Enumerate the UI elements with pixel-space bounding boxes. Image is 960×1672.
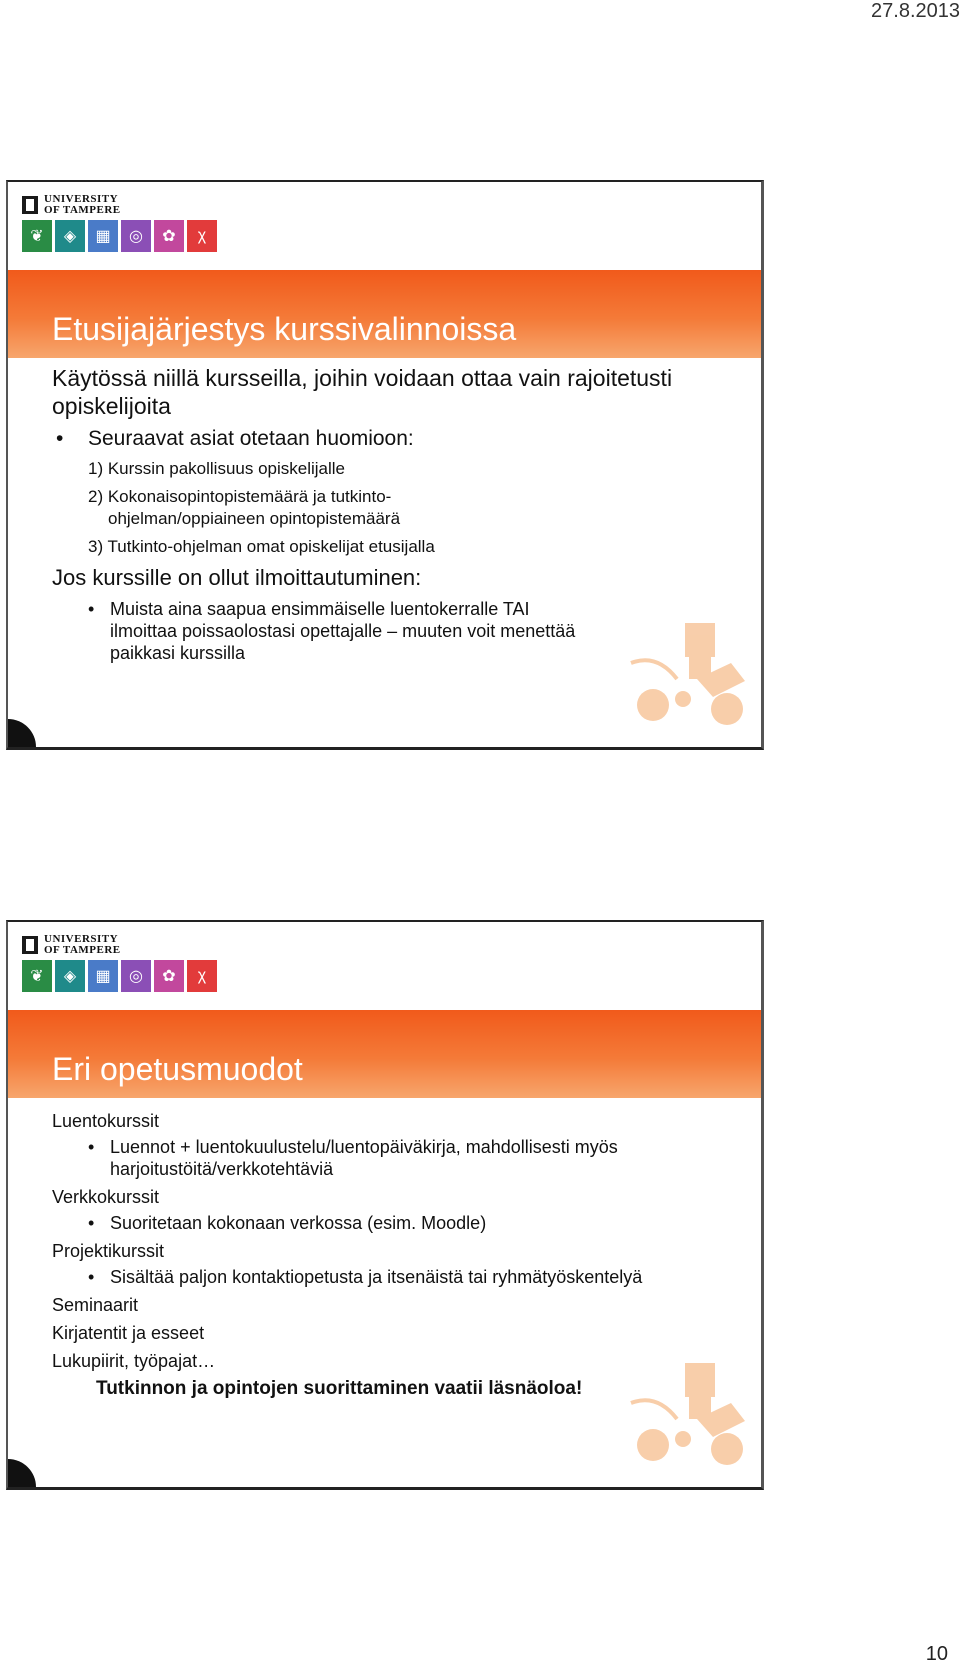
section-heading: Luentokurssit bbox=[52, 1111, 160, 1131]
page-number: 10 bbox=[925, 1643, 948, 1665]
logo-line-1: UNIVERSITY bbox=[44, 193, 119, 205]
decorative-motif-icon bbox=[627, 1363, 747, 1473]
molecule-icon: ✿ bbox=[154, 220, 184, 252]
brand-tiles bbox=[22, 960, 217, 992]
chi-icon: χ bbox=[187, 220, 217, 252]
university-logo-mark-icon bbox=[22, 936, 38, 954]
slide-title: Etusijajärjestys kurssivalinnoissa bbox=[52, 311, 517, 347]
molecule-icon: ✿ bbox=[154, 960, 184, 992]
title-band bbox=[8, 1010, 761, 1098]
logo-line-2: OF TAMPERE bbox=[44, 204, 121, 216]
extra-item: Kirjatentit ja esseet bbox=[52, 1323, 205, 1343]
university-logo bbox=[22, 934, 121, 956]
university-logo-mark-icon bbox=[22, 196, 38, 214]
criteria-bullet: • Seuraavat asiat otetaan huomioon: bbox=[52, 426, 701, 452]
intro-text: Käytössä niillä kursseilla, joihin voidaan ottaa vain rajoitetusti opiskelijoita bbox=[52, 365, 673, 419]
leaf-icon: ❦ bbox=[22, 220, 52, 252]
leaf-icon: ❦ bbox=[22, 960, 52, 992]
puzzle-icon: ◈ bbox=[55, 220, 85, 252]
registration-heading: Jos kurssille on ollut ilmoittautuminen: bbox=[52, 565, 422, 590]
criteria-item-line: 2) Kokonaisopintopistemäärä ja tutkinto- bbox=[88, 487, 392, 506]
date-header: 27.8.2013 bbox=[871, 0, 960, 22]
extra-item: Lukupiirit, työpajat… bbox=[52, 1351, 216, 1371]
title-band bbox=[8, 270, 761, 358]
robot-icon: ▦ bbox=[88, 220, 118, 252]
section-bullet: • Suoritetaan kokonaan verkossa (esim. Moodle) bbox=[52, 1212, 701, 1234]
criteria-item-line: 1) Kurssin pakollisuus opiskelijalle bbox=[88, 459, 346, 478]
chi-icon: χ bbox=[187, 960, 217, 992]
attendance-note: • Muista aina saapua ensimmäiselle luentokerralle TAI ilmoittaa poissaolostasi opettajalle – muuten voit menettää paikkasi kurssilla bbox=[52, 598, 701, 664]
slide-course-priority bbox=[6, 180, 764, 750]
extra-item: Seminaarit bbox=[52, 1295, 139, 1315]
puzzle-icon: ◈ bbox=[55, 960, 85, 992]
attendance-requirement: Tutkinnon ja opintojen suorittaminen vaatii läsnäoloa! bbox=[96, 1378, 583, 1399]
criteria-item-line: 3) Tutkinto-ohjelman omat opiskelijat etusijalla bbox=[88, 537, 435, 556]
slide-teaching-forms bbox=[6, 920, 764, 1490]
criteria-item-line-cont: ohjelman/oppiaineen opintopistemäärä bbox=[108, 509, 401, 528]
decorative-motif-icon bbox=[627, 623, 747, 733]
criteria-item bbox=[52, 458, 701, 480]
robot-icon: ▦ bbox=[88, 960, 118, 992]
spiral-icon: ◎ bbox=[121, 960, 151, 992]
section-heading: Projektikurssit bbox=[52, 1241, 165, 1261]
spiral-icon: ◎ bbox=[121, 220, 151, 252]
slide-corner bbox=[8, 1459, 36, 1487]
section-heading: Verkkokurssit bbox=[52, 1187, 160, 1207]
criteria-item bbox=[52, 536, 701, 558]
slide-title: Eri opetusmuodot bbox=[52, 1051, 303, 1087]
logo-line-1: UNIVERSITY bbox=[44, 933, 119, 945]
criteria-item bbox=[52, 486, 701, 530]
brand-tiles bbox=[22, 220, 217, 252]
logo-line-2: OF TAMPERE bbox=[44, 944, 121, 956]
section-bullet: • Sisältää paljon kontaktiopetusta ja itsenäistä tai ryhmätyöskentelyä bbox=[52, 1266, 701, 1288]
slide-corner bbox=[8, 719, 36, 747]
university-logo bbox=[22, 194, 121, 216]
section-bullet: • Luennot + luentokuulustelu/luentopäiväkirja, mahdollisesti myös harjoitustöitä/verkkotehtäviä bbox=[52, 1136, 701, 1180]
